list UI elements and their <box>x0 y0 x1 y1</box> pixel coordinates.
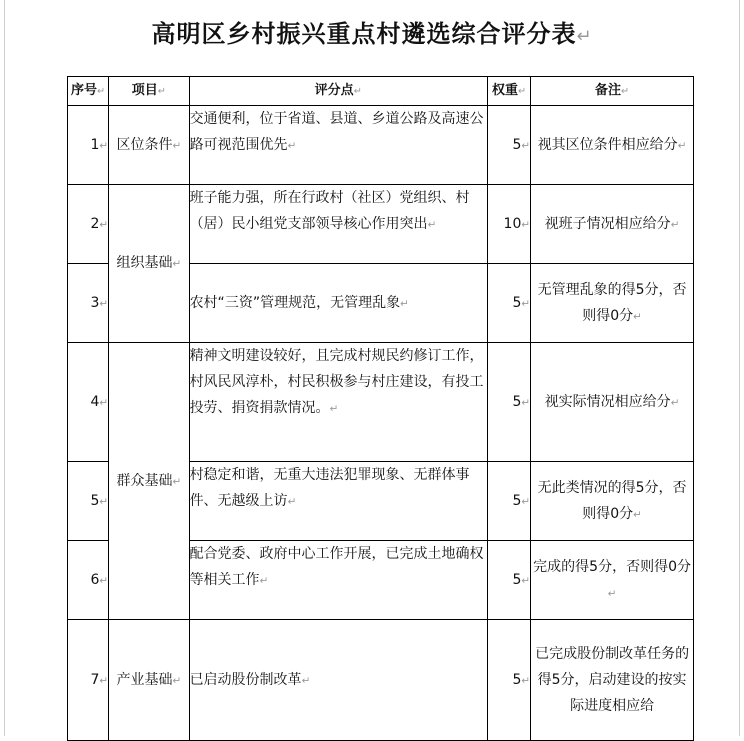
point-cell: 交通便利，位于省道、县道、乡道公路及高速公路可视范围优先↵ <box>189 106 487 185</box>
weight-cell: 5↵ <box>487 343 530 462</box>
header-point: 评分点↵ <box>189 77 487 106</box>
item-cell: 区位条件↵ <box>109 106 189 185</box>
page-edge-right <box>739 0 740 736</box>
seq-cell: 6↵ <box>68 541 109 620</box>
paragraph-mark: ↵ <box>287 496 297 508</box>
paragraph-mark: ↵ <box>521 139 531 152</box>
paragraph-mark: ↵ <box>99 218 109 231</box>
paragraph-mark: ↵ <box>521 297 531 310</box>
point-cell: 配合党委、政府中心工作开展，已完成土地确权等相关工作↵ <box>189 541 487 620</box>
item-cell: 组织基础↵ <box>109 185 189 343</box>
paragraph-mark: ↵ <box>172 139 182 152</box>
seq-cell: 4↵ <box>68 343 109 462</box>
paragraph-mark: ↵ <box>427 219 437 231</box>
paragraph-mark: ↵ <box>172 674 182 687</box>
paragraph-mark: ↵ <box>521 495 531 508</box>
paragraph-mark: ↵ <box>633 310 642 323</box>
paragraph-mark: ↵ <box>521 396 531 409</box>
note-cell: 无管理乱象的得5分，否则得0分↵ <box>531 264 694 343</box>
title-text: 高明区乡村振兴重点村遴选综合评分表 <box>151 20 577 48</box>
point-cell: 精神文明建设较好，且完成村规民约修订工作，村风民风淳朴，村民积极参与村庄建设，有投工投劳、捐资捐款情况。↵ <box>189 343 487 462</box>
paragraph-mark: ↵ <box>172 258 182 270</box>
document-title <box>0 14 744 49</box>
weight-cell: 5↵ <box>487 620 530 741</box>
paragraph-mark: ↵ <box>99 574 109 587</box>
paragraph-mark: ↵ <box>99 139 109 152</box>
paragraph-mark: ↵ <box>259 575 269 587</box>
seq-cell: 3↵ <box>68 264 109 343</box>
paragraph-mark: ↵ <box>400 297 409 310</box>
point-cell: 班子能力强，所在行政村（社区）党组织、村（居）民小组党支部领导核心作用突出↵ <box>189 185 487 264</box>
paragraph-mark: ↵ <box>521 674 531 687</box>
paragraph-mark: ↵ <box>97 85 106 97</box>
paragraph-mark: ↵ <box>99 674 109 687</box>
note-cell: 无此类情况的得5分，否则得0分↵ <box>531 462 694 541</box>
paragraph-mark: ↵ <box>329 403 339 415</box>
paragraph-mark: ↵ <box>99 297 109 310</box>
note-cell: 视其区位条件相应给分↵ <box>531 106 694 185</box>
table-row <box>68 343 694 462</box>
paragraph-mark: ↵ <box>301 674 311 687</box>
point-cell: 村稳定和谐，无重大违法犯罪现象、无群体事件、无越级上访↵ <box>189 462 487 541</box>
paragraph-mark: ↵ <box>157 85 166 97</box>
paragraph-mark: ↵ <box>621 85 630 97</box>
header-note: 备注↵ <box>531 77 694 106</box>
paragraph-mark: ↵ <box>99 495 109 508</box>
seq-cell: 2↵ <box>68 185 109 264</box>
item-cell: 产业基础↵ <box>109 620 189 741</box>
weight-cell: 5↵ <box>487 106 530 185</box>
note-cell: 视实际情况相应给分↵ <box>531 343 694 462</box>
page-edge-left <box>4 0 5 736</box>
seq-cell: 5↵ <box>68 462 109 541</box>
paragraph-mark: ↵ <box>521 218 531 231</box>
paragraph-mark: ↵ <box>518 85 527 97</box>
score-table <box>67 76 694 741</box>
header-row <box>68 77 694 106</box>
seq-cell: 7↵ <box>68 620 109 741</box>
paragraph-mark: ↵ <box>670 218 680 231</box>
header-seq: 序号↵ <box>68 77 109 106</box>
paragraph-mark: ↵ <box>607 587 617 600</box>
note-cell: 已完成股份制改革任务的得5分，启动建设的按实际进度相应给 <box>531 620 694 741</box>
table-row <box>68 620 694 741</box>
paragraph-mark: ↵ <box>633 508 642 521</box>
paragraph-mark: ↵ <box>521 574 531 587</box>
point-cell: 已启动股份制改革↵ <box>189 620 487 741</box>
table-row <box>68 106 694 185</box>
paragraph-mark: ↵ <box>677 139 687 152</box>
item-cell: 群众基础↵ <box>109 343 189 620</box>
header-item: 项目↵ <box>109 77 189 106</box>
table-row <box>68 185 694 264</box>
note-cell: 视班子情况相应给分↵ <box>531 185 694 264</box>
header-weight: 权重↵ <box>487 77 530 106</box>
weight-cell: 5↵ <box>487 462 530 541</box>
paragraph-mark: ↵ <box>172 475 182 488</box>
paragraph-mark: ↵ <box>353 85 362 97</box>
weight-cell: 5↵ <box>487 541 530 620</box>
paragraph-mark: ↵ <box>576 26 593 47</box>
point-cell: 农村“三资”管理规范，无管理乱象↵ <box>189 264 487 343</box>
seq-cell: 1↵ <box>68 106 109 185</box>
paragraph-mark: ↵ <box>99 396 109 409</box>
note-cell: 完成的得5分，否则得0分↵ <box>531 541 694 620</box>
paragraph-mark: ↵ <box>670 396 680 409</box>
weight-cell: 10↵ <box>487 185 530 264</box>
weight-cell: 5↵ <box>487 264 530 343</box>
paragraph-mark: ↵ <box>287 140 297 152</box>
